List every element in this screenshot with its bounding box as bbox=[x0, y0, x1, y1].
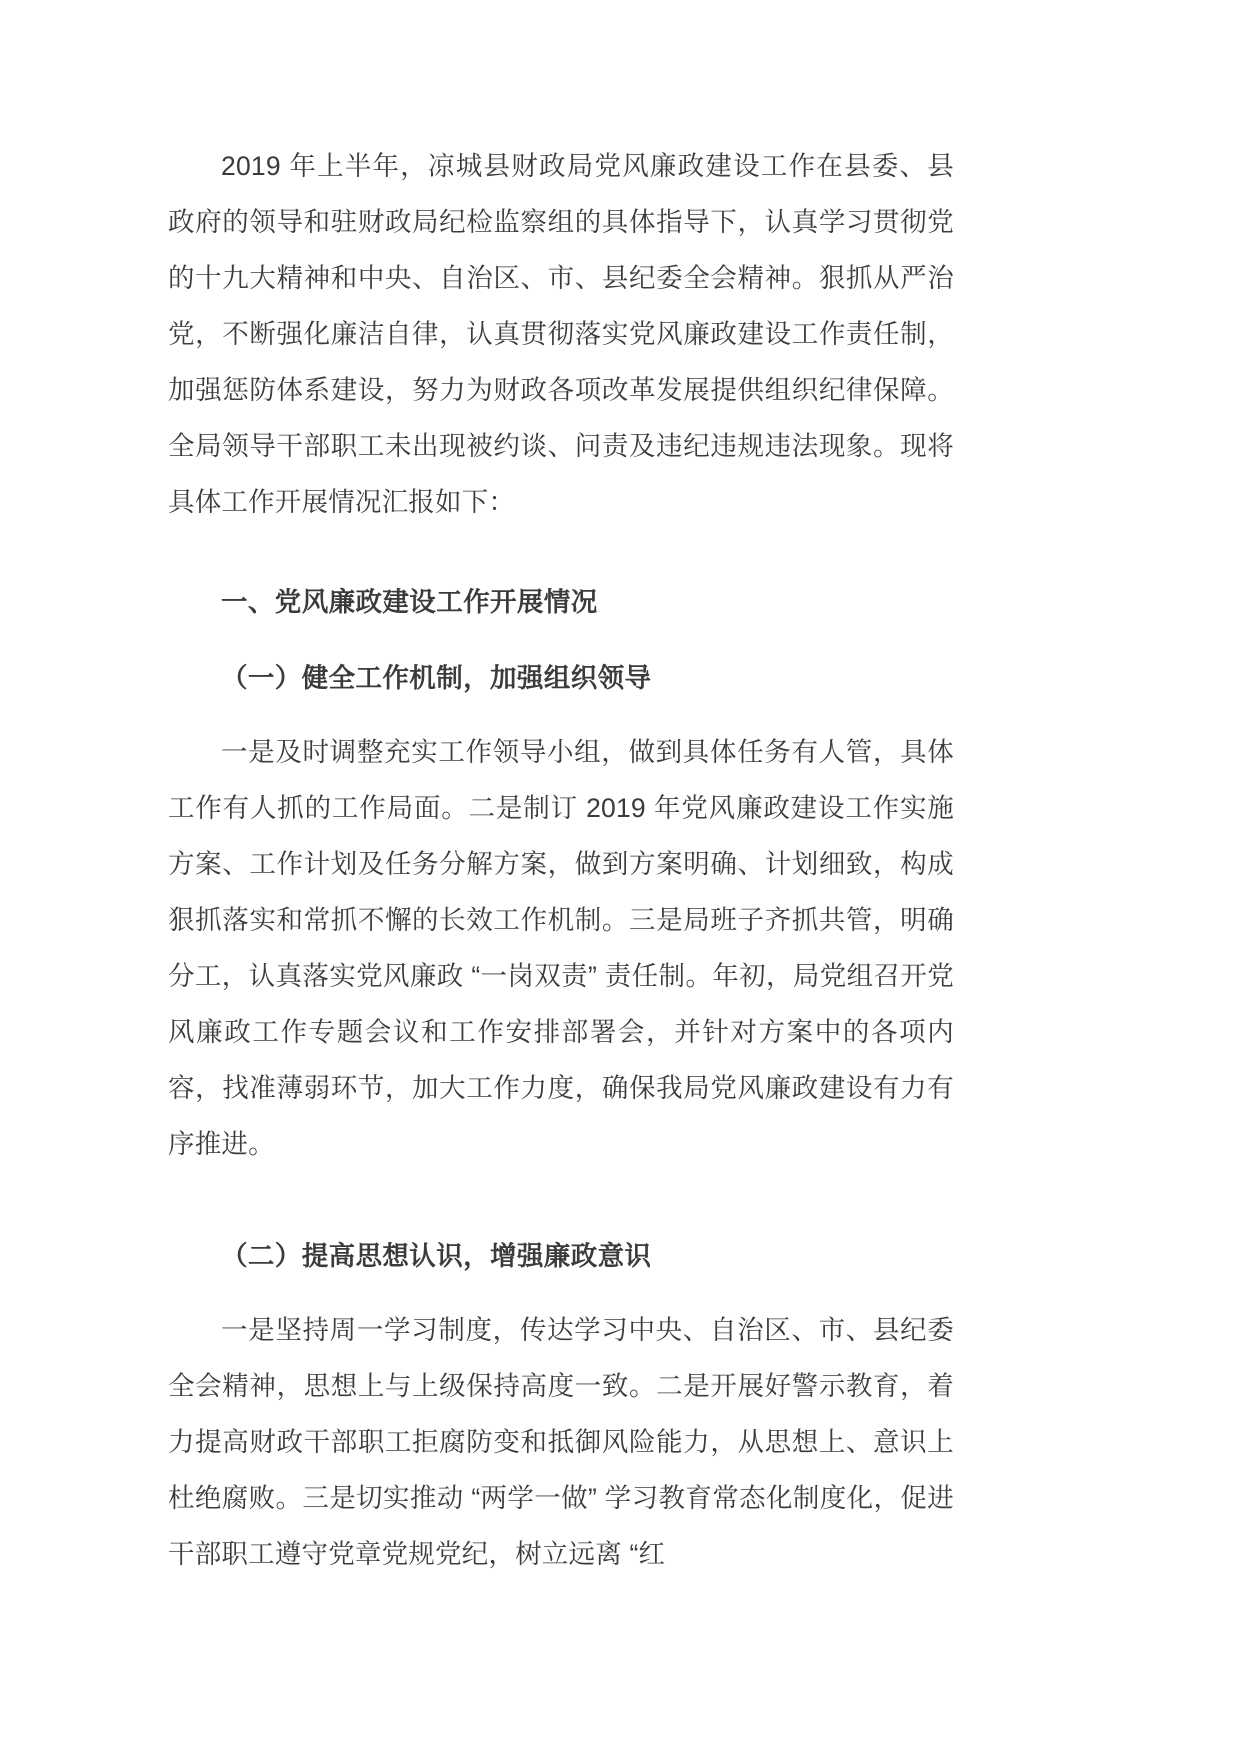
intro-paragraph: 2019 年上半年，凉城县财政局党风廉政建设工作在县委、县政府的领导和驻财政局纪检监察组的具体指导下，认真学习贯彻党的十九大精神和中央、自治区、市、县纪委全会精神。狠抓从严治党，不断强化廉洁自律，认真贯彻落实党风廉政建设工作责任制，加强惩防体系建设，努力为财政各项改革发展提供组织纪律保障。全局领导干部职工未出现被约谈、问责及违纪违规违法现象。现将具体工作开展情况汇报如下： bbox=[168, 151, 954, 517]
subsection-heading-1-1: （一）健全工作机制，加强组织领导 bbox=[221, 663, 652, 693]
spacer bbox=[168, 536, 954, 552]
document-body bbox=[168, 138, 954, 1588]
section-heading-1: 一、党风廉政建设工作开展情况 bbox=[221, 587, 598, 617]
subsection-body-1-2: 一是坚持周一学习制度，传达学习中央、自治区、市、县纪委全会精神，思想上与上级保持高度一致。二是开展好警示教育，着力提高财政干部职工拒腐防变和抵御风险能力，从思想上、意识上杜绝腐败。三是切实推动 “两学一做” 学习教育常态化制度化，促进干部职工遵守党章党规党纪，树立远离 “红 bbox=[168, 1315, 954, 1569]
subsection-body-1-1: 一是及时调整充实工作领导小组，做到具体任务有人管，具体工作有人抓的工作局面。二是制订 2019 年党风廉政建设工作实施方案、工作计划及任务分解方案，做到方案明确、计划细致，构成狠抓落实和常抓不懈的长效工作机制。三是局班子齐抓共管，明确分工，认真落实党风廉政 “一岗双责” 责任制。年初，局党组召开党风廉政工作专题会议和工作安排部署会，并针对方案中的各项内容，找准薄弱环节，加大工作力度，确保我局党风廉政建设有力有序推进。 bbox=[168, 737, 954, 1159]
spacer bbox=[168, 1178, 954, 1208]
subsection-heading-1-2: （二）提高思想认识，增强廉政意识 bbox=[221, 1241, 652, 1271]
